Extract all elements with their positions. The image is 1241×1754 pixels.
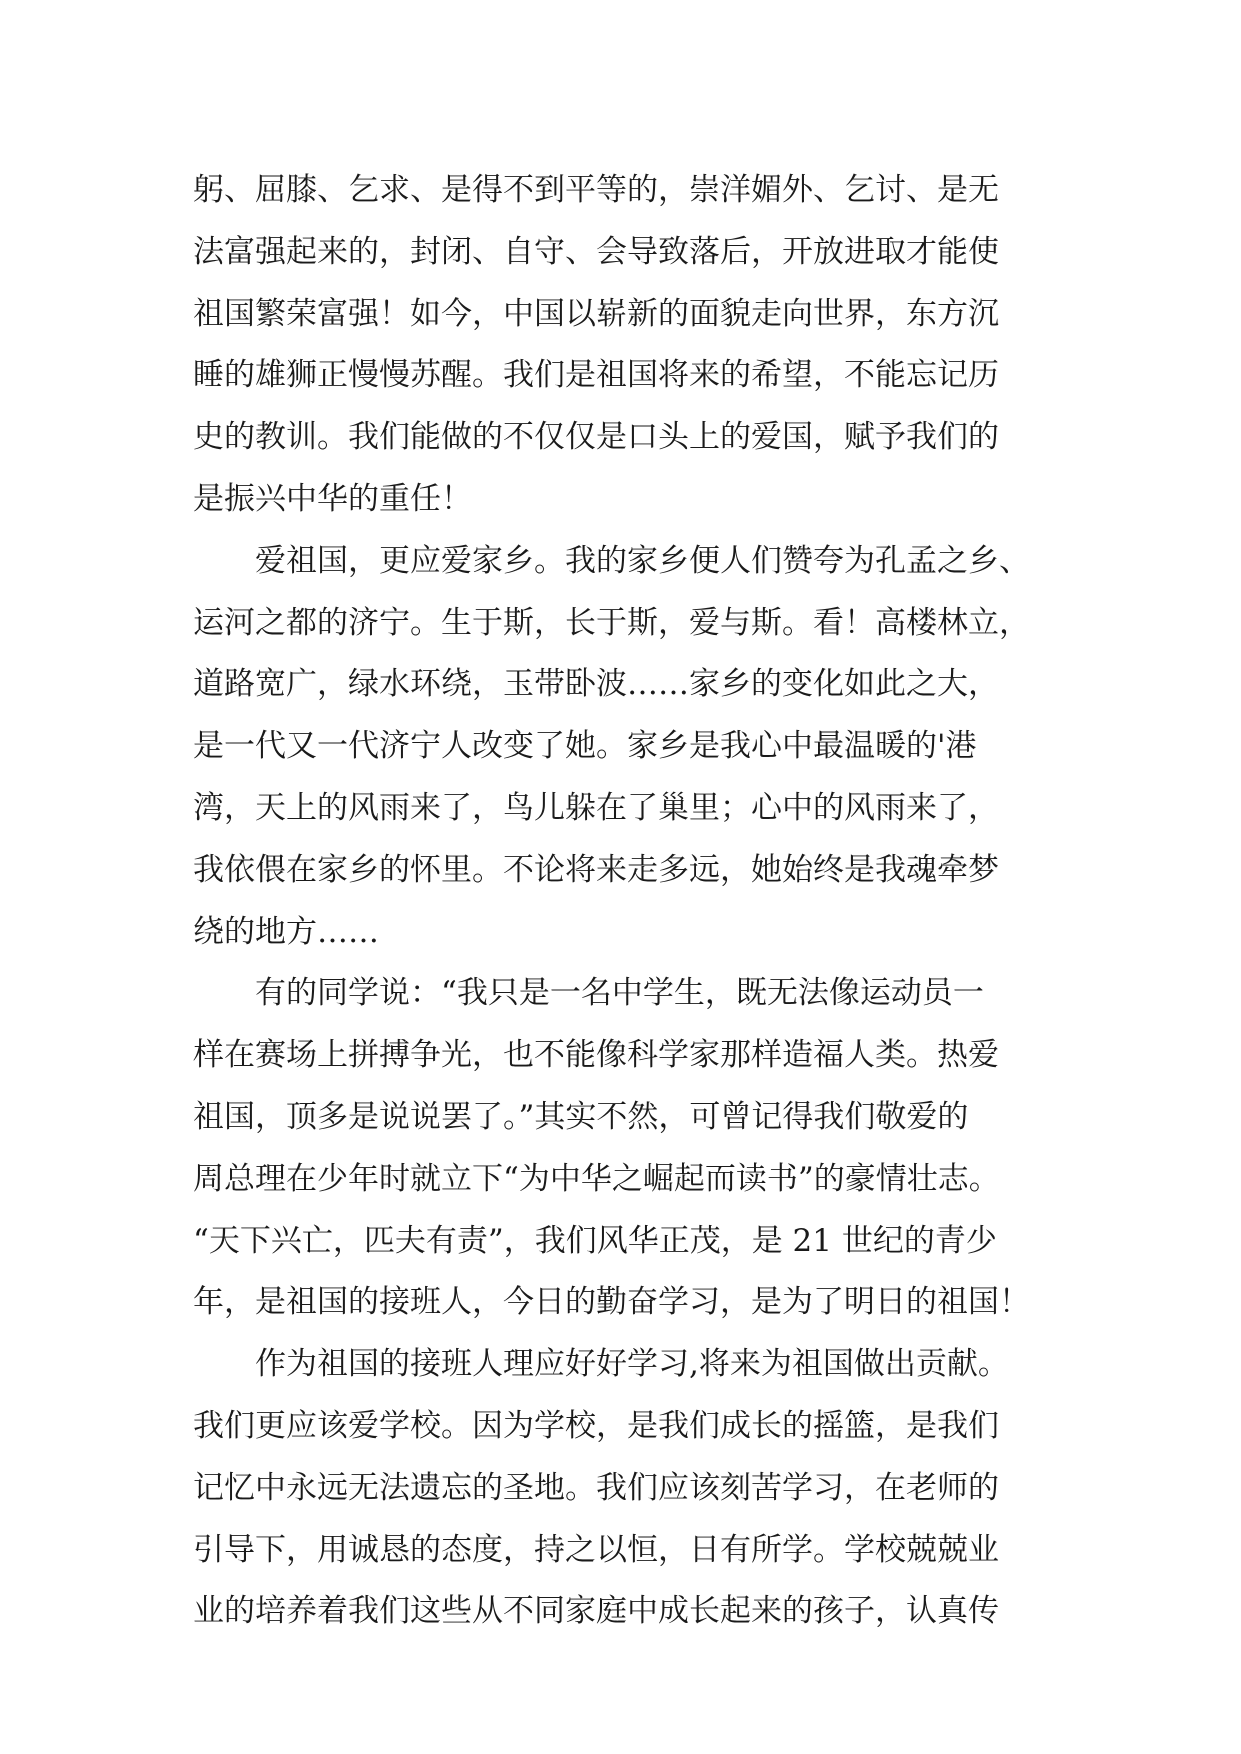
text-line: 绕的地方…… <box>193 913 379 950</box>
text-line: 有的同学说：“我只是一名中学生，既无法像运动员一 <box>193 975 984 1012</box>
text-line: 法富强起来的，封闭、自守、会导致落后，开放进取才能使 <box>193 233 999 270</box>
text-line: 业的培养着我们这些从不同家庭中成长起来的孩子，认真传 <box>193 1593 999 1630</box>
text-line: 史的教训。我们能做的不仅仅是口头上的爱国，赋予我们的 <box>193 419 999 456</box>
text-line: 年，是祖国的接班人，今日的勤奋学习，是为了明日的祖国！ <box>193 1284 1030 1321</box>
text-line: 道路宽广，绿水环绕，玉带卧波……家乡的变化如此之大， <box>193 666 999 703</box>
text-line: 我依偎在家乡的怀里。不论将来走多远，她始终是我魂牵梦 <box>193 851 999 888</box>
text-line: “天下兴亡，匹夫有责”，我们风华正茂，是 21 世纪的青少 <box>193 1222 997 1259</box>
text-line: 祖国繁荣富强！如今，中国以崭新的面貌走向世界，东方沉 <box>193 295 999 332</box>
text-line: 是振兴中华的重任！ <box>193 480 472 517</box>
text-line: 引导下，用诚恳的态度，持之以恒，日有所学。学校兢兢业 <box>193 1531 999 1568</box>
body-text <box>193 160 1073 1643</box>
text-line: 记忆中永远无法遗忘的圣地。我们应该刻苦学习，在老师的 <box>193 1469 999 1506</box>
text-line: 湾，天上的风雨来了，鸟儿躲在了巢里；心中的风雨来了， <box>193 789 999 826</box>
text-line: 样在赛场上拼搏争光，也不能像科学家那样造福人类。热爱 <box>193 1037 999 1074</box>
text-line: 爱祖国，更应爱家乡。我的家乡便人们赞夸为孔孟之乡、 <box>193 542 1030 579</box>
text-line: 睡的雄狮正慢慢苏醒。我们是祖国将来的希望，不能忘记历 <box>193 357 999 394</box>
text-line: 祖国，顶多是说说罢了。”其实不然，可曾记得我们敬爱的 <box>193 1098 969 1135</box>
text-line: 运河之都的济宁。生于斯，长于斯，爱与斯。看！高楼林立， <box>193 604 1030 641</box>
text-line: 作为祖国的接班人理应好好学习,将来为祖国做出贡献。 <box>193 1346 1009 1383</box>
text-line: 周总理在少年时就立下“为中华之崛起而读书”的豪情壮志。 <box>193 1160 1000 1197</box>
text-line: 我们更应该爱学校。因为学校，是我们成长的摇篮，是我们 <box>193 1407 999 1444</box>
text-line: 躬、屈膝、乞求、是得不到平等的，崇洋媚外、乞讨、是无 <box>193 172 999 208</box>
text-line: 是一代又一代济宁人改变了她。家乡是我心中最温暖的'港 <box>193 728 977 765</box>
